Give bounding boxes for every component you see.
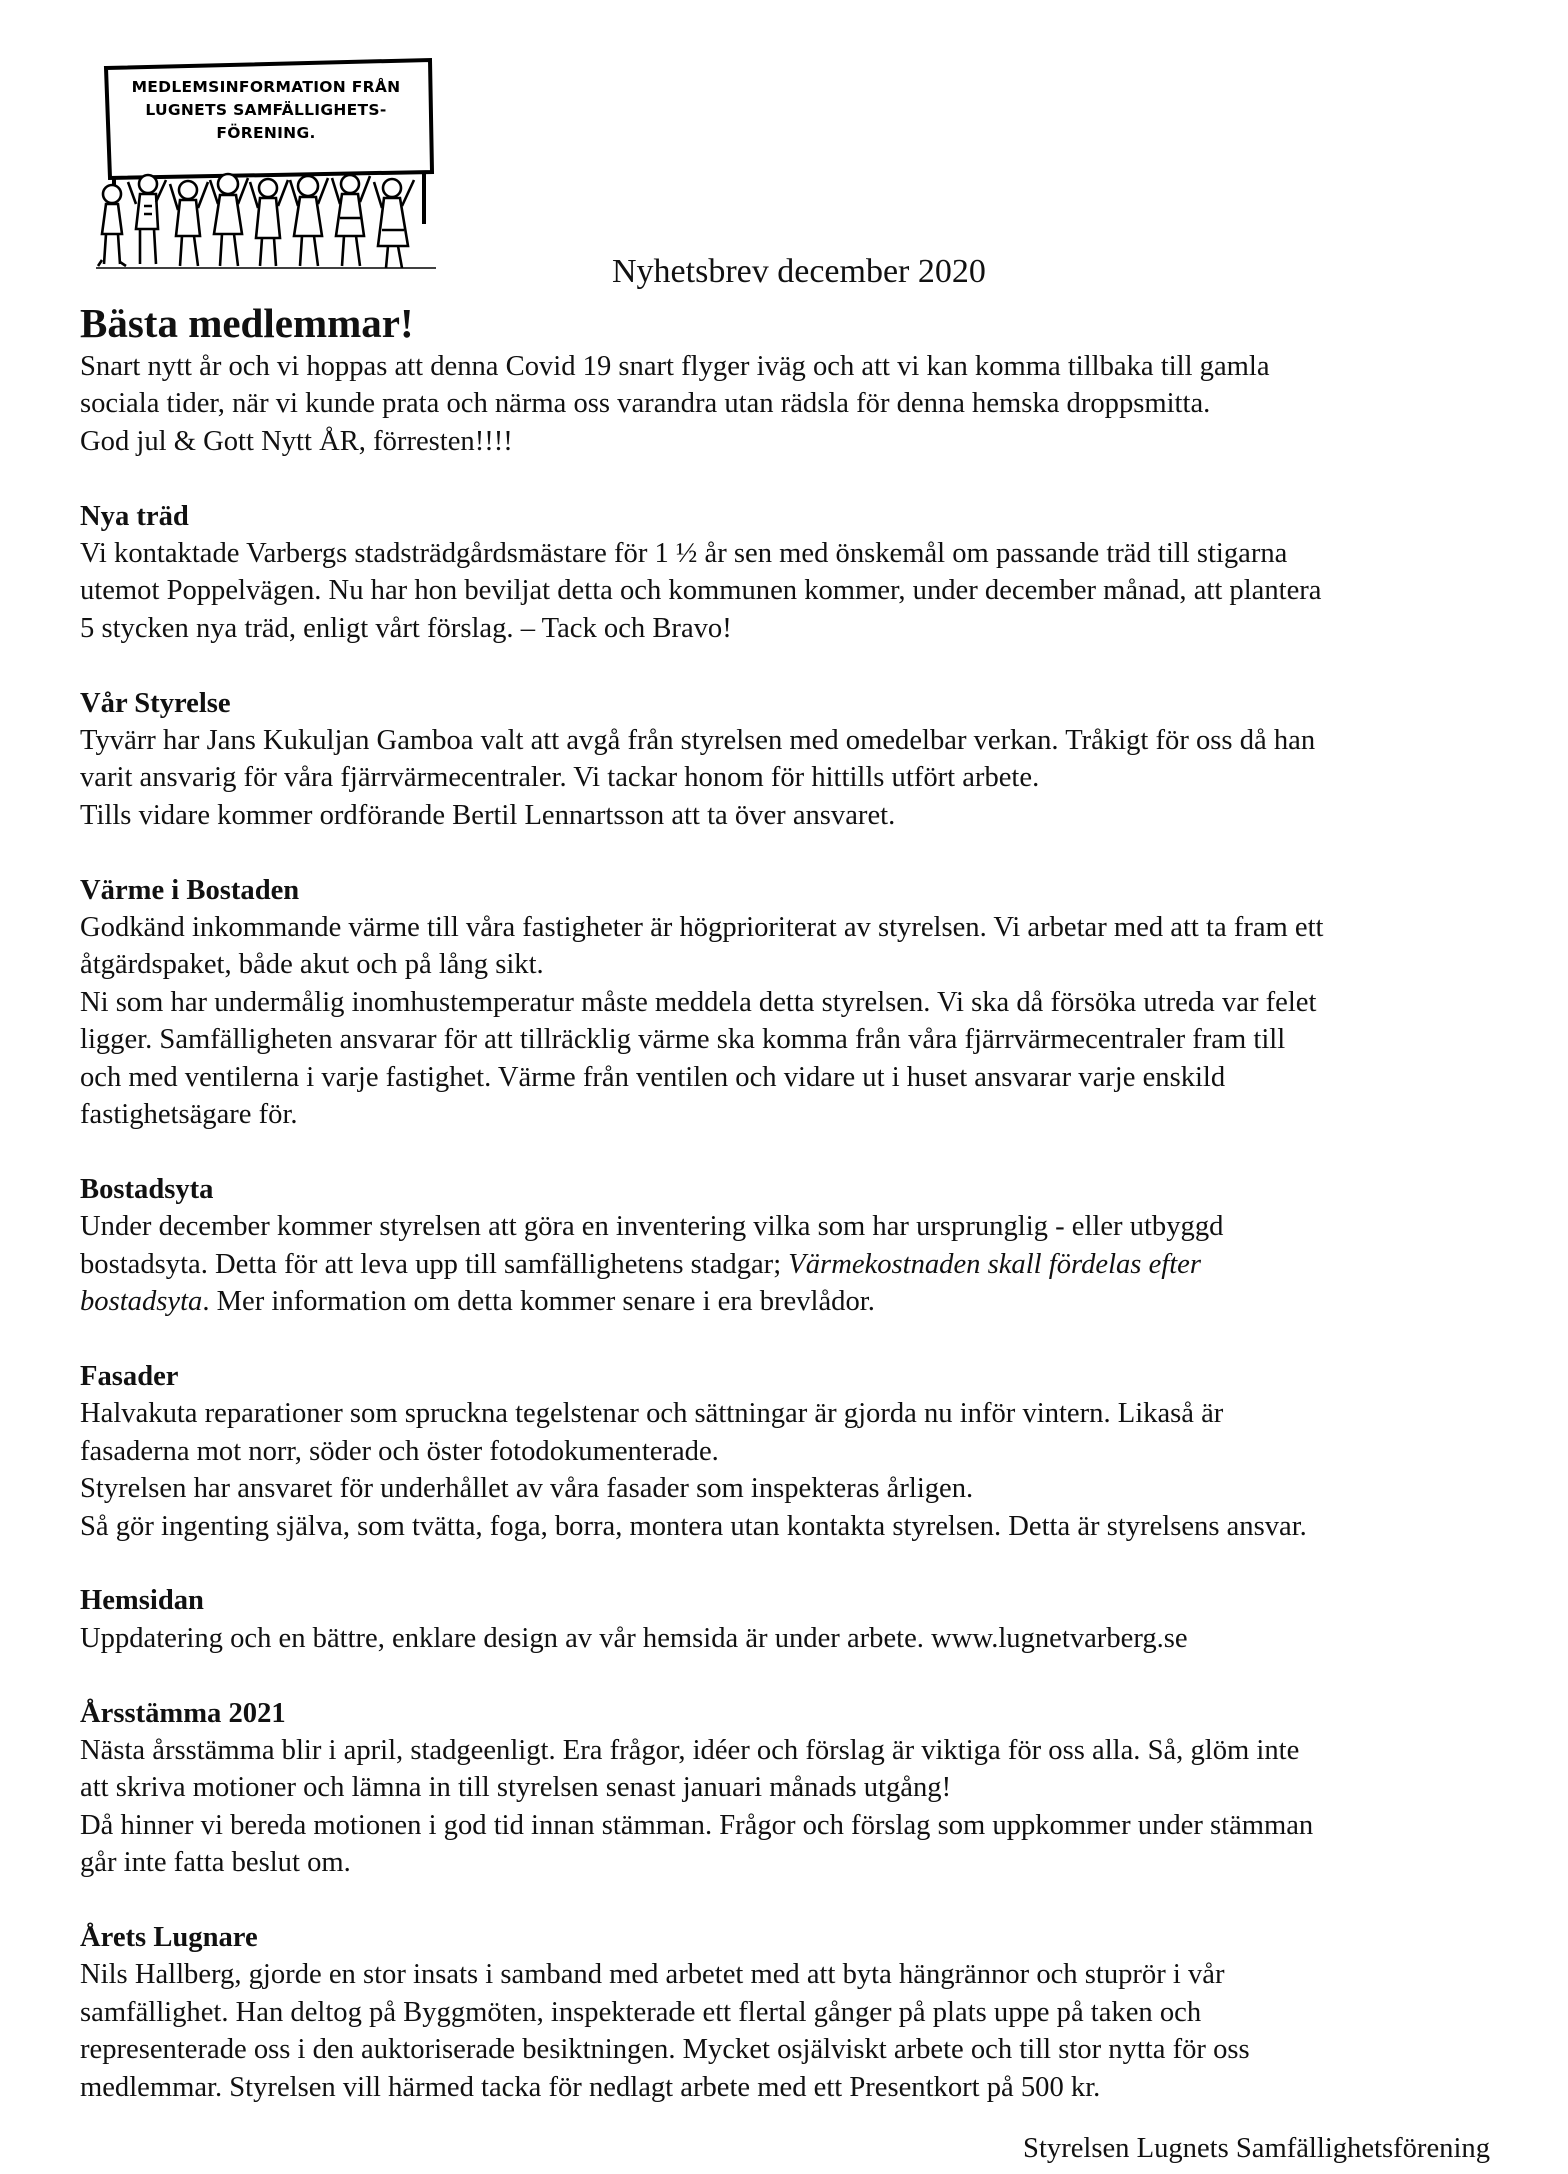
text-line: Så gör ingenting själva, som tvätta, foga, borra, montera utan kontakta styrelsen. Detta är styrelsens ansvar. <box>80 1510 1307 1542</box>
section-text <box>80 1956 1500 2106</box>
intro-line: Snart nytt år och vi hoppas att denna Covid 19 snart flyger iväg och att vi kan komma tillbaka till gamla <box>80 351 1270 382</box>
text-line: varit ansvarig för våra fjärrvärmecentraler. Vi tackar honom för hittills utfört arbete. <box>80 762 1040 794</box>
section-heading: Värme i Bostaden <box>80 874 300 906</box>
text-line: och med ventilerna i varje fastighet. Värme från ventilen och vidare ut i huset ansvarar varje enskild <box>80 1061 1226 1093</box>
text-line <box>80 1246 1500 1283</box>
section-var-styrelse <box>80 685 1500 835</box>
text-segment: . Mer information om detta kommer senare i era brevlådor. <box>202 1286 875 1318</box>
text-line: åtgärdspaket, både akut och på lång sikt. <box>80 949 544 981</box>
text-line: Halvakuta reparationer som spruckna tegelstenar och sättningar är gjorda nu inför vintern. Likaså är <box>80 1398 1224 1430</box>
intro-paragraph <box>80 348 1500 460</box>
text-line: medlemmar. Styrelsen vill härmed tacka för nedlagt arbete med ett Presentkort på 500 kr. <box>80 2071 1101 2103</box>
text-line: Styrelsen har ansvaret för underhållet av våra fasader som inspekteras årligen. <box>80 1473 974 1505</box>
section-bostadsyta <box>80 1171 1500 1321</box>
logo-line: LUGNETS SAMFÄLLIGHETS- <box>145 101 387 119</box>
text-line: utemot Poppelvägen. Nu har hon beviljat detta och kommunen kommer, under december månad, att plantera <box>80 575 1322 607</box>
section-text <box>80 535 1500 647</box>
text-line: Under december kommer styrelsen att göra en inventering vilka som har ursprunglig - eller utbyggd <box>80 1211 1224 1243</box>
section-heading: Årets Lugnare <box>80 1921 258 1953</box>
section-text <box>80 1620 1500 1657</box>
text-line: Nils Hallberg, gjorde en stor insats i samband med arbetet med att byta hängrännor och stuprör i vår <box>80 1959 1225 1991</box>
text-line: fasaderna mot norr, söder och öster fotodokumenterade. <box>80 1435 719 1467</box>
text-line: fastighetsägare för. <box>80 1099 298 1131</box>
section-fasader <box>80 1358 1500 1545</box>
website-link[interactable]: www.lugnetvarberg.se <box>931 1622 1188 1654</box>
text-segment: bostadsyta. Detta för att leva upp till samfällighetens stadgar; <box>80 1248 789 1280</box>
signature: Styrelsen Lugnets Samfällighetsförening <box>1023 2133 1490 2164</box>
text-line: Tyvärr har Jans Kukuljan Gamboa valt att avgå från styrelsen med omedelbar verkan. Tråkigt för oss då han <box>80 725 1316 757</box>
text-line: representerade oss i den auktoriserade besiktningen. Mycket osjälviskt arbete och till stor nytta för oss <box>80 2034 1250 2066</box>
section-heading: Nya träd <box>80 500 189 532</box>
section-text <box>80 1732 1500 1882</box>
intro-line: sociala tider, när vi kunde prata och närma oss varandra utan rädsla för denna hemska droppsmitta. <box>80 388 1211 420</box>
text-line: samfällighet. Han deltog på Byggmöten, inspekterade ett flertal gånger på plats uppe på taken och <box>80 1996 1202 2028</box>
section-nya-trad <box>80 498 1500 648</box>
logo-lettering <box>96 76 436 145</box>
section-heading: Årsstämma 2021 <box>80 1697 286 1729</box>
newsletter-title: Nyhetsbrev december 2020 <box>612 253 986 290</box>
text-line: går inte fatta beslut om. <box>80 1847 351 1879</box>
section-arets-lugnare <box>80 1919 1500 2106</box>
text-line: Godkänd inkommande värme till våra fastigheter är högprioriterat av styrelsen. Vi arbetar med att ta fram ett <box>80 912 1324 944</box>
greeting-heading: Bästa medlemmar! <box>80 300 414 346</box>
section-heading: Fasader <box>80 1360 179 1392</box>
section-text <box>80 1208 1500 1320</box>
text-line: att skriva motioner och lämna in till styrelsen senast januari månads utgång! <box>80 1772 952 1804</box>
statute-quote: Värmekostnaden skall fördelas efter <box>788 1248 1201 1280</box>
text-line <box>80 1620 1500 1657</box>
section-text <box>80 909 1500 1133</box>
text-line: ligger. Samfälligheten ansvarar för att tillräcklig värme ska komma från våra fjärrvärmecentraler fram till <box>80 1024 1286 1056</box>
statute-quote: bostadsyta <box>80 1286 203 1318</box>
newsletter-body <box>80 348 1500 2106</box>
text-line: Tills vidare kommer ordförande Bertil Lennartsson att ta över ansvaret. <box>80 799 896 831</box>
text-line: Nästa årsstämma blir i april, stadgeenligt. Era frågor, idéer och förslag är viktiga för oss alla. Så, glöm inte <box>80 1734 1300 1766</box>
text-line: Ni som har undermålig inomhustemperatur måste meddela detta styrelsen. Vi ska då försöka utreda var felet <box>80 986 1317 1018</box>
section-heading: Vår Styrelse <box>80 687 231 719</box>
section-varme-i-bostaden <box>80 872 1500 1134</box>
section-hemsidan <box>80 1582 1500 1657</box>
logo-line: MEDLEMSINFORMATION FRÅN <box>131 78 401 96</box>
text-line: 5 stycken nya träd, enligt vårt förslag. – Tack och Bravo! <box>80 612 732 644</box>
text-line <box>80 1283 1500 1320</box>
text-line: Då hinner vi bereda motionen i god tid innan stämman. Frågor och förslag som uppkommer under stämman <box>80 1809 1314 1841</box>
intro-line: God jul & Gott Nytt ÅR, förresten!!!! <box>80 425 513 457</box>
section-heading: Hemsidan <box>80 1585 204 1617</box>
text-segment: Uppdatering och en bättre, enklare design av vår hemsida är under arbete. <box>80 1622 932 1654</box>
section-text <box>80 722 1500 834</box>
section-arsstamma <box>80 1695 1500 1882</box>
section-heading: Bostadsyta <box>80 1173 214 1205</box>
logo-line: FÖRENING. <box>216 124 316 142</box>
text-line: Vi kontaktade Varbergs stadsträdgårdsmästare för 1 ½ år sen med önskemål om passande träd till stigarna <box>80 538 1288 570</box>
association-logo <box>96 54 436 276</box>
section-text <box>80 1395 1500 1545</box>
